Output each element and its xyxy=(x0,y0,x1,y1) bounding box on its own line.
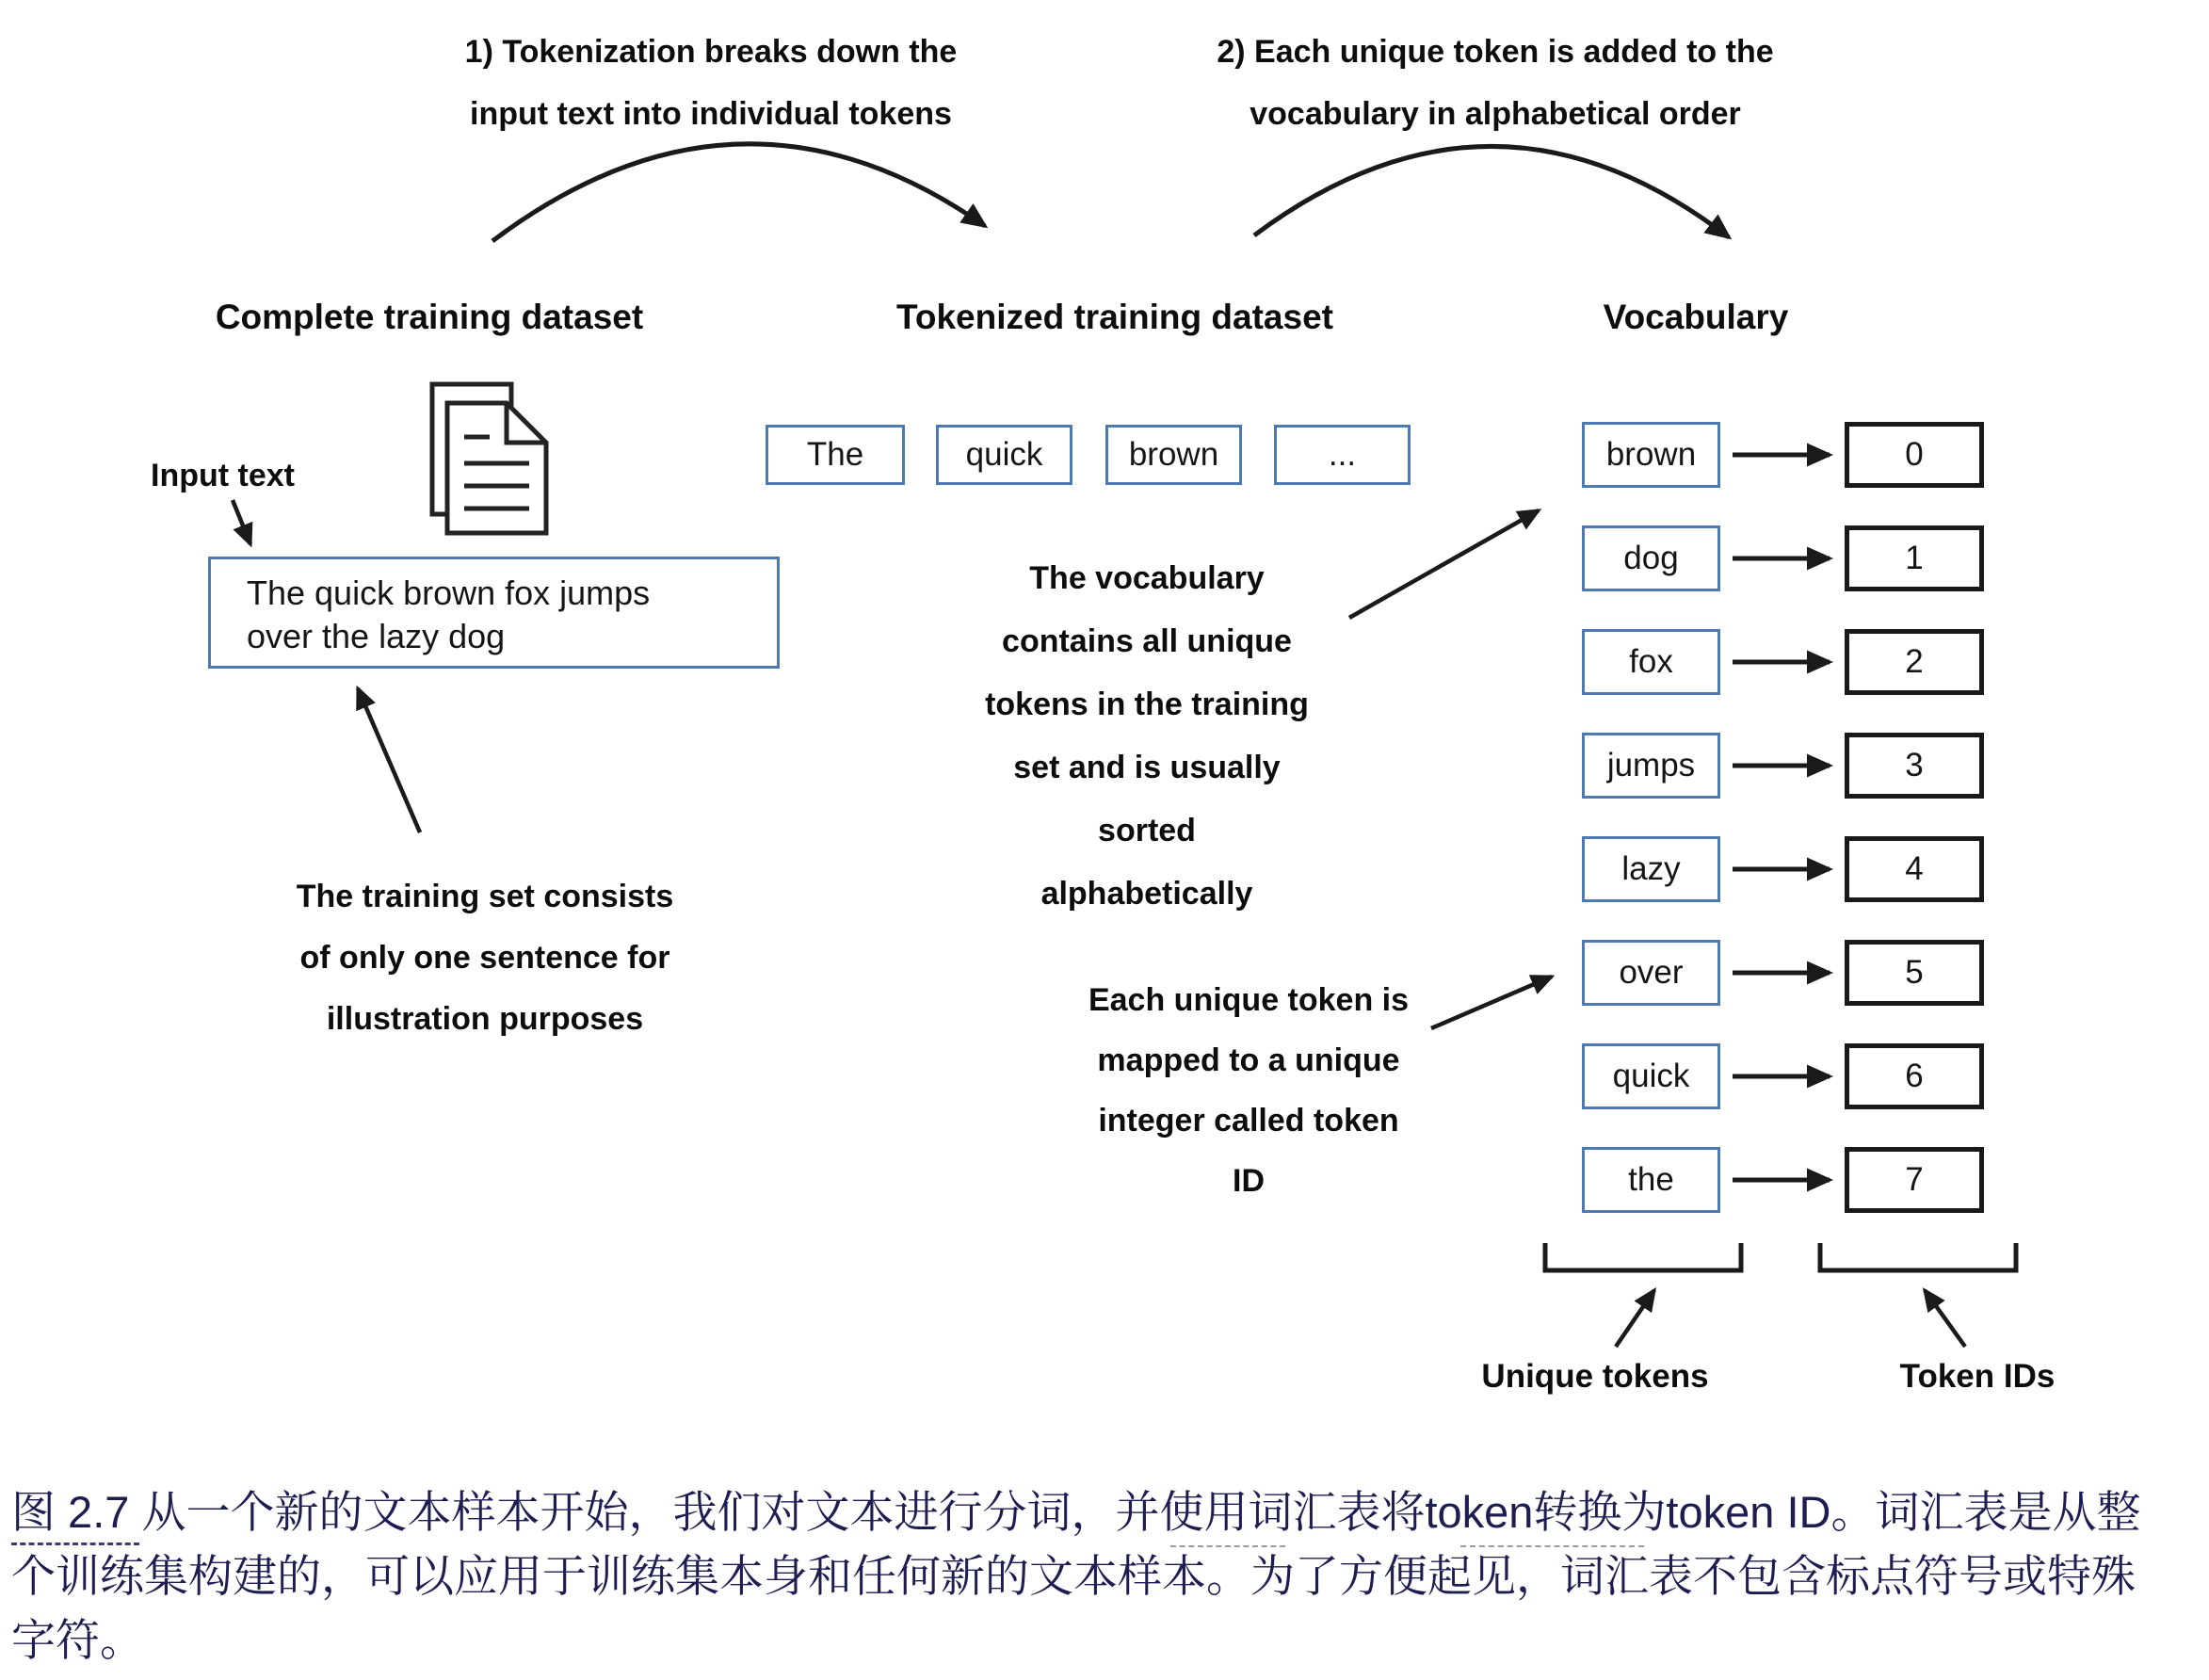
caption-underline-fig-number xyxy=(11,1543,139,1545)
vocab-id-2: 2 xyxy=(1845,629,1984,695)
input-sentence-line2: over the lazy dog xyxy=(247,617,506,655)
training-note-line2: of only one sentence for xyxy=(299,940,670,976)
figure-caption xyxy=(11,1480,2140,1672)
step1-annotation xyxy=(465,21,958,145)
vocab-id-3: 3 xyxy=(1845,733,1984,799)
step2-line1: 2) Each unique token is added to the xyxy=(1217,34,1774,70)
training-set-note xyxy=(297,866,674,1050)
vocab-token-over: over xyxy=(1582,940,1720,1006)
vocab-id-6: 6 xyxy=(1845,1043,1984,1109)
vocab-note-arrow-icon xyxy=(1349,510,1539,618)
vocab-token-jumps: jumps xyxy=(1582,733,1720,799)
training-note-line3: illustration purposes xyxy=(326,1001,644,1037)
vocab-token-quick: quick xyxy=(1582,1043,1720,1109)
caption-line3: 字符。 xyxy=(11,1615,144,1665)
training-note-arrow-icon xyxy=(358,688,420,832)
step2-line2: vocabulary in alphabetical order xyxy=(1250,96,1741,132)
token-ids-bracket-icon xyxy=(1820,1243,2016,1270)
vocab-note-line4: set and is usually xyxy=(1013,750,1281,785)
step1-line2: input text into individual tokens xyxy=(470,96,952,132)
header-vocabulary: Vocabulary xyxy=(1603,298,1789,336)
vocab-note-line6: alphabetically xyxy=(1040,876,1253,912)
caption-underline-token1 xyxy=(1170,1545,1285,1547)
input-sentence-line1: The quick brown fox jumps xyxy=(247,573,651,612)
step2-annotation xyxy=(1217,21,1773,145)
token-box-quick: quick xyxy=(936,425,1072,485)
unique-tokens-arrow-icon xyxy=(1616,1290,1654,1347)
vocab-note-line2: contains all unique xyxy=(1002,623,1292,659)
token-box-the: The xyxy=(766,425,905,485)
input-text-label: Input text xyxy=(151,458,295,493)
header-tokenized-training-dataset: Tokenized training dataset xyxy=(896,298,1333,336)
vocab-id-5: 5 xyxy=(1845,940,1984,1006)
vocabulary-note xyxy=(985,547,1309,926)
vocab-token-brown: brown xyxy=(1582,422,1720,488)
tokenid-note-arrow-icon xyxy=(1431,977,1552,1028)
token-ids-arrow-icon xyxy=(1925,1290,1965,1347)
training-note-line1: The training set consists xyxy=(296,879,674,914)
mapping-arrows-icon xyxy=(1733,455,1830,1180)
vocab-id-7: 7 xyxy=(1845,1147,1984,1213)
input-label-arrow-icon xyxy=(233,500,250,544)
vocab-token-the: the xyxy=(1582,1147,1720,1213)
vocab-id-0: 0 xyxy=(1845,422,1984,488)
tokenid-note-line3: integer called token xyxy=(1098,1103,1399,1139)
token-box-ellipsis: ... xyxy=(1274,425,1411,485)
token-box-brown: brown xyxy=(1105,425,1242,485)
vocab-note-line1: The vocabulary xyxy=(1029,560,1265,596)
vocab-id-4: 4 xyxy=(1845,836,1984,902)
header-complete-training-dataset: Complete training dataset xyxy=(215,298,644,336)
unique-tokens-bracket-icon xyxy=(1545,1243,1741,1270)
tokenid-note-line1: Each unique token is xyxy=(1088,982,1410,1018)
unique-tokens-label: Unique tokens xyxy=(1481,1358,1709,1395)
tokenid-note-line2: mapped to a unique xyxy=(1097,1042,1400,1078)
curved-arrow-step2-icon xyxy=(1254,146,1729,237)
step1-line1: 1) Tokenization breaks down the xyxy=(464,34,958,70)
input-text-box xyxy=(208,557,780,669)
document-icon xyxy=(432,384,546,533)
vocab-note-line3: tokens in the training xyxy=(985,687,1309,722)
vocab-token-lazy: lazy xyxy=(1582,836,1720,902)
caption-line1: 图 2.7 从一个新的文本样本开始，我们对文本进行分词，并使用词汇表将token转换为token ID。词汇表是从整 xyxy=(11,1487,2141,1537)
vocab-token-dog: dog xyxy=(1582,525,1720,591)
curved-arrow-step1-icon xyxy=(492,144,985,241)
caption-underline-token2 xyxy=(1460,1545,1644,1547)
token-id-note xyxy=(1088,970,1409,1211)
vocab-id-1: 1 xyxy=(1845,525,1984,591)
token-ids-label: Token IDs xyxy=(1899,1358,2056,1395)
tokenid-note-line4: ID xyxy=(1232,1163,1265,1199)
vocab-token-fox: fox xyxy=(1582,629,1720,695)
caption-line2: 个训练集构建的，可以应用于训练集本身和任何新的文本样本。为了方便起见，词汇表不包含标点符号或特殊 xyxy=(11,1551,2136,1601)
vocab-note-line5: sorted xyxy=(1098,813,1196,848)
